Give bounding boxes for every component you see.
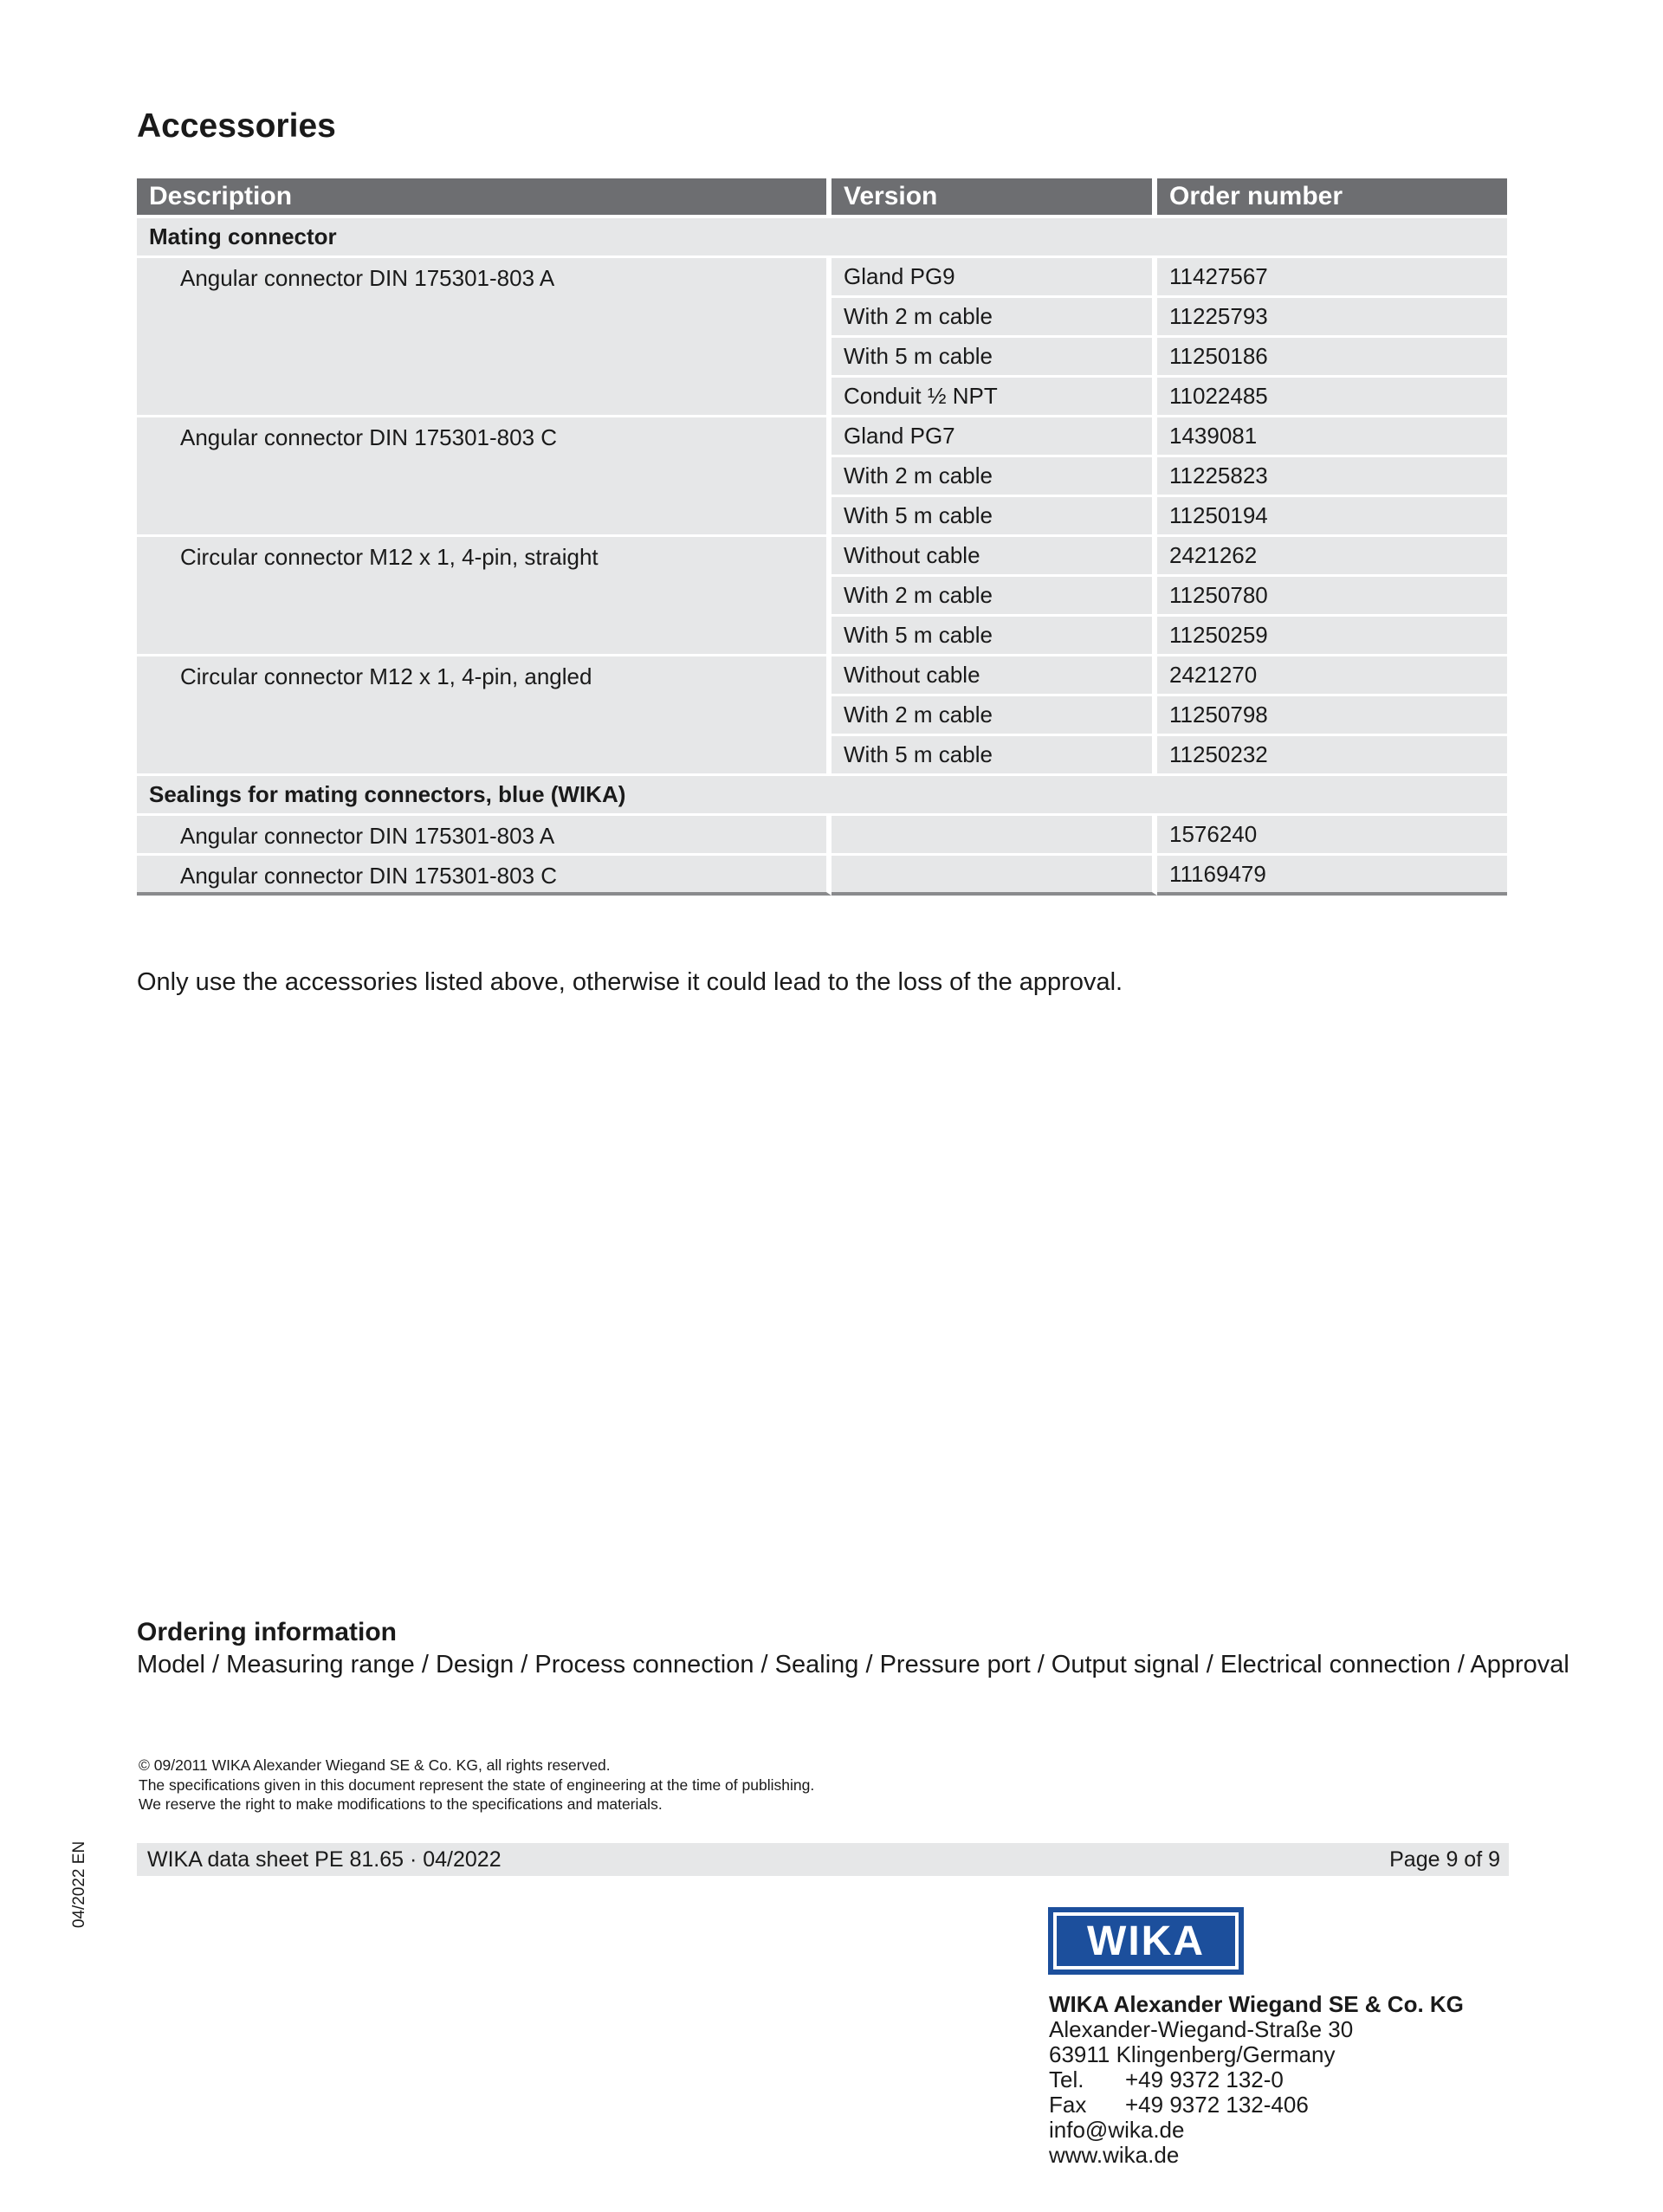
item-version: Gland PG9 <box>832 258 1157 298</box>
fax-label: Fax <box>1049 2092 1087 2118</box>
phone-number: +49 9372 132-0 <box>1125 2066 1284 2092</box>
copyright-block <box>139 1756 814 1814</box>
section-title: Accessories <box>137 107 336 145</box>
company-phone <box>1049 2067 1464 2092</box>
item-order-number: 11427567 <box>1157 258 1507 298</box>
column-header-version: Version <box>832 178 1157 218</box>
item-version: With 2 m cable <box>832 298 1157 338</box>
column-header-description: Description <box>137 178 832 218</box>
item-description: Circular connector M12 x 1, 4-pin, angled <box>137 656 832 776</box>
table-group-row <box>137 218 1507 258</box>
table-group-row <box>137 776 1507 816</box>
item-order-number: 11250232 <box>1157 736 1507 776</box>
item-order-number: 11250194 <box>1157 497 1507 537</box>
approval-note: Only use the accessories listed above, otherwise it could lead to the loss of the approval. <box>137 968 1123 996</box>
fax-number: +49 9372 132-406 <box>1125 2092 1309 2118</box>
copyright-line: © 09/2011 WIKA Alexander Wiegand SE & Co. KG, all rights reserved. <box>139 1756 611 1774</box>
edition-tag: 04/2022 EN <box>70 1840 88 1929</box>
footer-bar <box>137 1843 1509 1876</box>
item-version: With 5 m cable <box>832 736 1157 776</box>
item-version: With 2 m cable <box>832 696 1157 736</box>
specifications-line: The specifications given in this document represent the state of engineering at the time of publishing. <box>139 1775 815 1794</box>
wika-logo <box>1048 1907 1244 1975</box>
page-number: Page 9 of 9 <box>1389 1847 1500 1872</box>
company-email-link[interactable]: info@wika.de <box>1049 2117 1185 2143</box>
company-name: WIKA Alexander Wiegand SE & Co. KG <box>1049 1991 1464 2017</box>
company-address <box>1049 1992 1464 2168</box>
item-order-number: 11250798 <box>1157 696 1507 736</box>
item-version: Without cable <box>832 537 1157 577</box>
table-row <box>137 258 1507 298</box>
company-city: 63911 Klingenberg/Germany <box>1049 2041 1336 2067</box>
item-order-number: 11225793 <box>1157 298 1507 338</box>
column-header-order-number: Order number <box>1157 178 1507 218</box>
phone-label: Tel. <box>1049 2066 1084 2092</box>
item-version: With 5 m cable <box>832 497 1157 537</box>
table-row <box>137 656 1507 696</box>
item-version: Gland PG7 <box>832 417 1157 457</box>
item-order-number: 11250780 <box>1157 577 1507 617</box>
item-description: Circular connector M12 x 1, 4-pin, straight <box>137 537 832 656</box>
ordering-info-text: Model / Measuring range / Design / Process connection / Sealing / Pressure port / Output signal / Electrical connection / Approval <box>137 1651 1569 1678</box>
item-order-number: 11250259 <box>1157 617 1507 656</box>
group-title: Mating connector <box>137 218 1507 258</box>
table-row <box>137 856 1507 896</box>
table-header-row <box>137 178 1507 218</box>
accessories-table <box>137 178 1507 896</box>
wika-logo-text: WIKA <box>1057 1916 1235 1966</box>
item-order-number: 2421270 <box>1157 656 1507 696</box>
table-body <box>137 218 1507 896</box>
item-order-number: 11250186 <box>1157 338 1507 378</box>
table-row <box>137 816 1507 856</box>
item-description: Angular connector DIN 175301-803 A <box>137 816 832 856</box>
item-version <box>832 816 1157 856</box>
ordering-info-title: Ordering information <box>137 1618 397 1646</box>
item-description: Angular connector DIN 175301-803 A <box>137 258 832 417</box>
item-version: With 2 m cable <box>832 577 1157 617</box>
item-order-number: 11169479 <box>1157 856 1507 896</box>
item-version: With 5 m cable <box>832 338 1157 378</box>
table-row <box>137 417 1507 457</box>
item-order-number: 1439081 <box>1157 417 1507 457</box>
company-street: Alexander-Wiegand-Straße 30 <box>1049 2016 1354 2042</box>
item-version: With 5 m cable <box>832 617 1157 656</box>
item-order-number: 11022485 <box>1157 378 1507 417</box>
company-website-link[interactable]: www.wika.de <box>1049 2142 1180 2168</box>
item-version: Conduit ½ NPT <box>832 378 1157 417</box>
item-version: With 2 m cable <box>832 457 1157 497</box>
item-version: Without cable <box>832 656 1157 696</box>
table-row <box>137 537 1507 577</box>
company-fax <box>1049 2092 1464 2118</box>
item-order-number: 2421262 <box>1157 537 1507 577</box>
modifications-line: We reserve the right to make modifications to the specifications and materials. <box>139 1795 663 1813</box>
item-order-number: 1576240 <box>1157 816 1507 856</box>
datasheet-reference: WIKA data sheet PE 81.65 · 04/2022 <box>147 1847 501 1872</box>
item-description: Angular connector DIN 175301-803 C <box>137 417 832 537</box>
group-title: Sealings for mating connectors, blue (WIKA) <box>137 776 1507 816</box>
item-description: Angular connector DIN 175301-803 C <box>137 856 832 896</box>
item-order-number: 11225823 <box>1157 457 1507 497</box>
item-version <box>832 856 1157 896</box>
